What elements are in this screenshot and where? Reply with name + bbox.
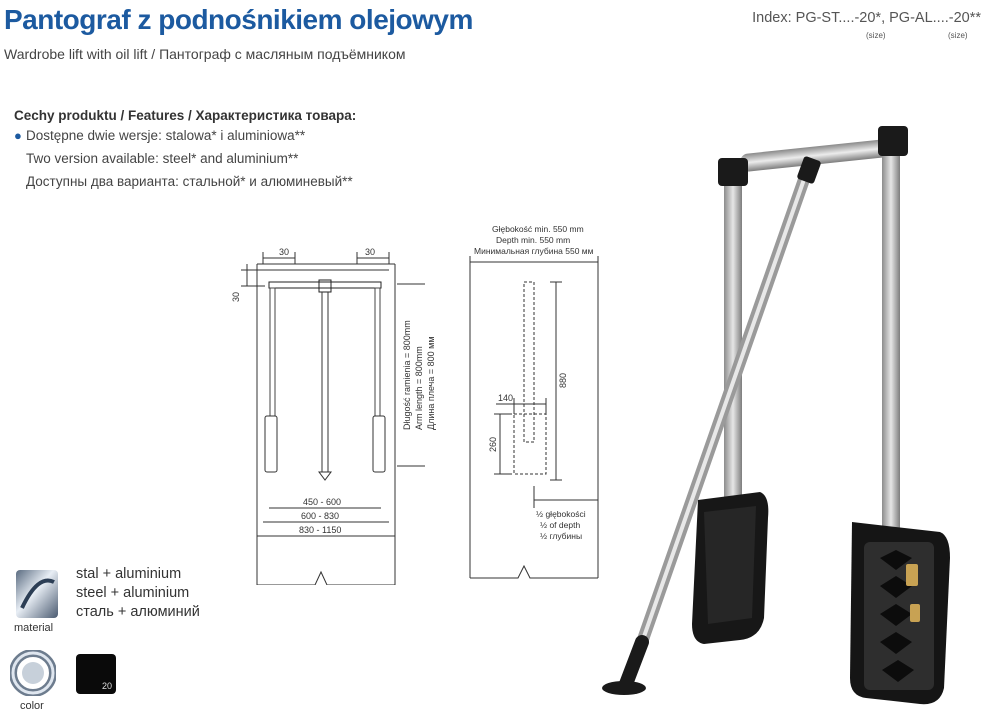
product-index — [752, 10, 981, 26]
half-depth-ru: ½ глубины — [540, 531, 583, 541]
width-dim-1: 450 - 600 — [303, 497, 342, 507]
front-technical-drawing — [225, 240, 425, 585]
depth-line-en: Depth min. 550 mm — [496, 235, 571, 245]
half-depth-pl: ½ głębokości — [536, 509, 586, 519]
arm-length-pl: Długość ramienia = 800mm — [402, 320, 412, 430]
half-depth-en: ½ of depth — [540, 520, 581, 530]
feature-line-pl: Dostępne dwie wersje: stalowa* i aluminiowa** — [26, 128, 306, 143]
color-swatch — [76, 654, 116, 694]
color-wheel-icon — [10, 650, 56, 696]
material-line-en: steel + aluminium — [76, 585, 190, 601]
index-text: Index: PG-ST....-20*, PG-AL....-20** — [752, 10, 981, 26]
arm-length-en: Arm length = 800mm — [414, 346, 424, 430]
size-note-st: (size) — [866, 31, 886, 40]
features-heading: Cechy produktu / Features / Характеристика товара: — [14, 108, 357, 123]
dim-140: 140 — [498, 393, 514, 403]
dim-side: 30 — [231, 291, 241, 302]
material-icon — [14, 568, 60, 620]
material-line-pl: stal + aluminium — [76, 566, 182, 582]
material-line-ru: сталь + алюминий — [76, 604, 200, 620]
color-caption: color — [20, 700, 44, 712]
depth-line-pl: Głębokość min. 550 mm — [492, 224, 584, 234]
side-technical-drawing — [460, 218, 610, 583]
material-caption: material — [14, 622, 54, 634]
bullet-icon: ● — [14, 128, 22, 143]
color-swatch-label: 20 — [101, 681, 112, 691]
page-title: Pantograf z podnośnikiem olejowym — [4, 4, 473, 35]
product-photo — [600, 118, 991, 719]
width-dim-2: 600 - 830 — [301, 511, 340, 521]
arm-length-ru: Длина плеча = 800 мм — [426, 336, 436, 430]
depth-line-ru: Минимальная глубина 550 мм — [474, 246, 594, 256]
dim-top-left: 30 — [279, 247, 290, 257]
dim-880: 880 — [558, 372, 568, 388]
width-dim-3: 830 - 1150 — [299, 525, 342, 535]
feature-line-ru: Доступны два варианта: стальной* и алюминевый** — [26, 174, 353, 189]
size-note-al: (size) — [948, 31, 968, 40]
dim-260: 260 — [488, 436, 498, 452]
page-subtitle: Wardrobe lift with oil lift / Пантограф с масляным подъёмником — [4, 46, 406, 62]
feature-line-en: Two version available: steel* and aluminium** — [26, 151, 299, 166]
dim-top-right: 30 — [365, 247, 376, 257]
arm-length-labels — [398, 300, 448, 440]
